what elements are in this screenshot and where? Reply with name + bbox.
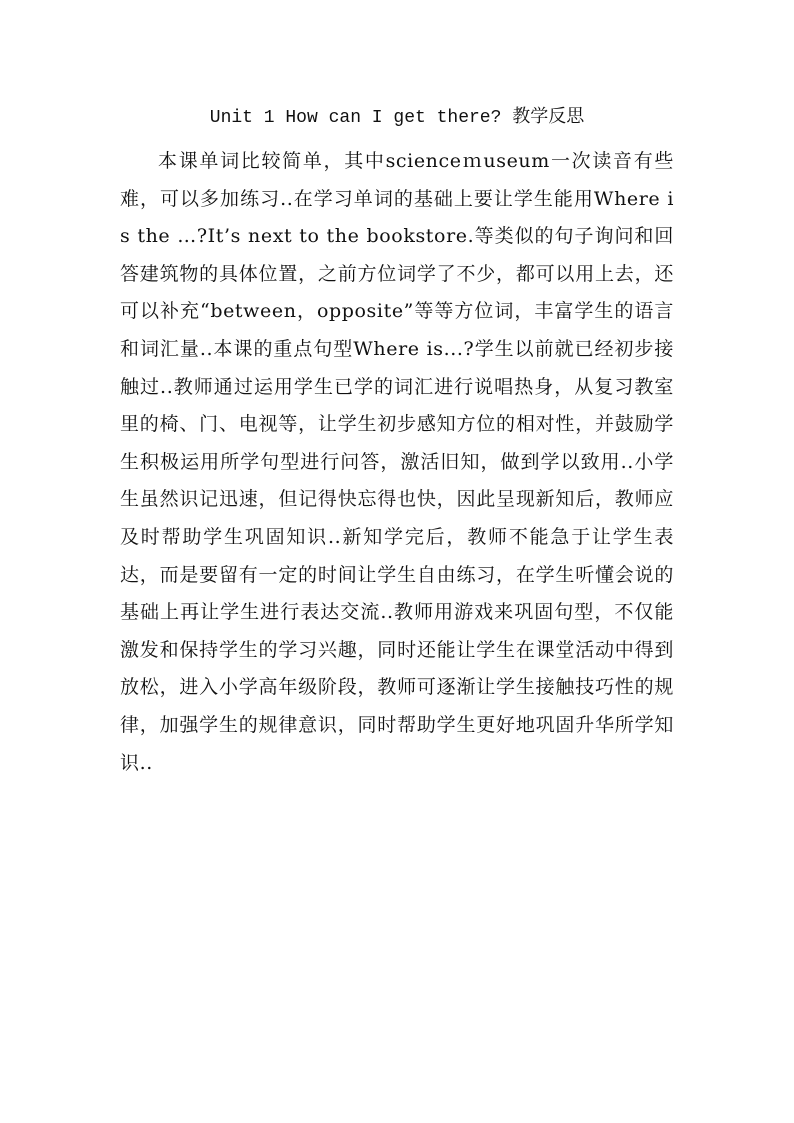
document-title: Unit 1 How can I get there? 教学反思	[209, 108, 585, 128]
body-paragraph: 本课单词比较简单，其中scienceｍuseum一次读音有些难，可以多加练习..在学习单词的基础上要让学生能用Where is the …?It’s next to the bookstore.等类似的句子询问和回答建筑物的具体位置，之前方位词学了不少，都可以用上去，还可以补充“between，opposite”等等方位词，丰富学生的语言和词汇量..本课的重点句型Where is...?学生以前就已经初步接触过..教师通过运用学生已学的词汇进行说唱热身，从复习教室里的椅、门、电视等，让学生初步感知方位的相对性，并鼓励学生积极运用所学句型进行问答，激活旧知，做到学以致用..小学生虽然识记迅速，但记得快忘得也快，因此呈现新知后，教师应及时帮助学生巩固知识..新知学完后，教师不能急于让学生表达，而是要留有一定的时间让学生自由练习，在学生听懂会说的基础上再让学生进行表达交流..教师用游戏来巩固句型，不仅能激发和保持学生的学习兴趣，同时还能让学生在课堂活动中得到放松，进入小学高年级阶段，教师可逐渐让学生接触技巧性的规律，加强学生的规律意识，同时帮助学生更好地巩固升华所学知识..	[120, 150, 674, 774]
